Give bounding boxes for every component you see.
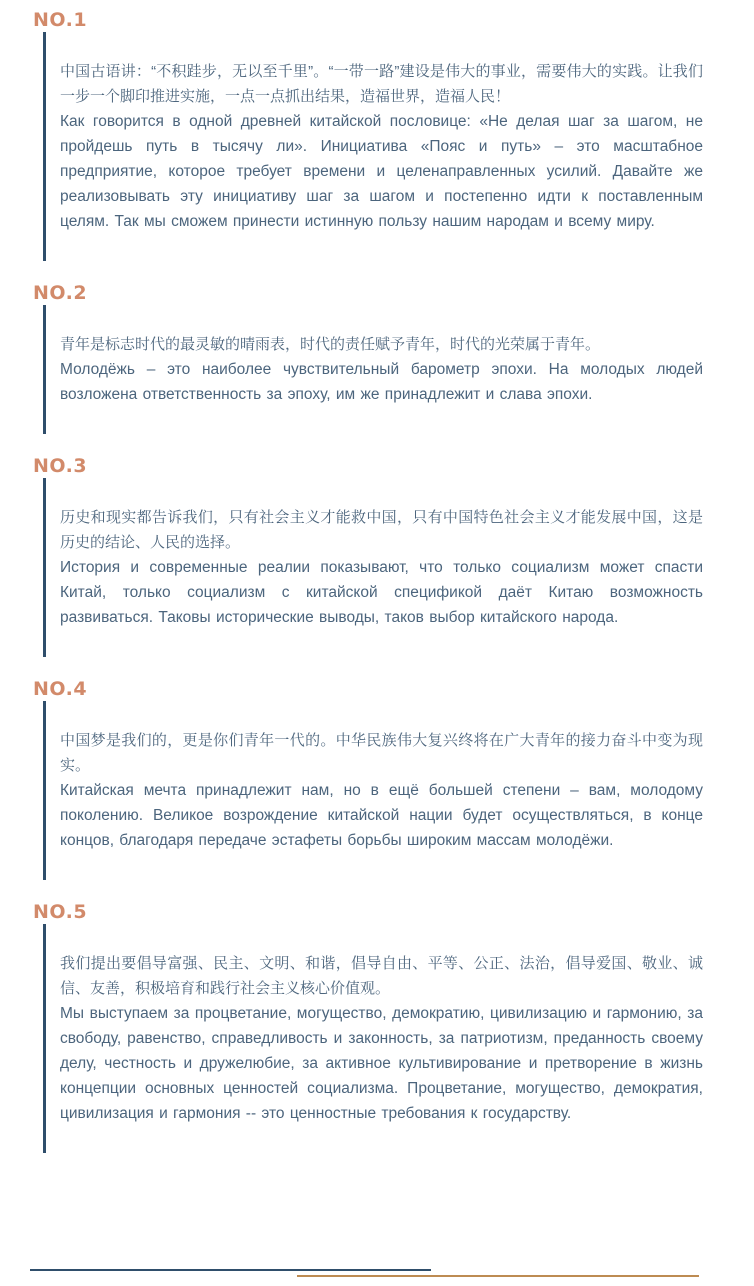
footer-navy-divider-line <box>30 1269 431 1271</box>
section-1-quote <box>43 32 703 261</box>
section-1-chinese-text: 中国古语讲：“不积跬步，无以至千里”。“一带一路”建设是伟大的事业，需要伟大的实践。让我们一步一个脚印推进实施，一点一点抓出结果，造福世界，造福人民！ <box>60 63 703 105</box>
section-4-russian-text: Китайская мечта принадлежит нам, но в ещё большей степени – вам, молодому поколению. Великое возрождение китайской нации будет осуществляться, в конце концов, благодаря передаче эстафеты борьбы широким массам молодёжи. <box>60 782 703 849</box>
footer-orange-divider-line <box>297 1275 699 1277</box>
section-1-heading: NO.1 <box>33 9 88 31</box>
section-4 <box>33 677 703 880</box>
section-2 <box>33 281 703 434</box>
section-5-chinese-text: 我们提出要倡导富强、民主、文明、和谐，倡导自由、平等、公正、法治，倡导爱国、敬业、诚信、友善，积极培育和践行社会主义核心价值观。 <box>60 955 703 997</box>
section-2-russian-text: Молодёжь – это наиболее чувствительный барометр эпохи. На молодых людей возложена ответственность за эпоху, им же принадлежит и слава эпохи. <box>60 361 703 403</box>
section-2-chinese-text: 青年是标志时代的最灵敏的晴雨表，时代的责任赋予青年，时代的光荣属于青年。 <box>60 336 601 353</box>
section-5 <box>33 900 703 1153</box>
section-4-chinese-text: 中国梦是我们的，更是你们青年一代的。中华民族伟大复兴终将在广大青年的接力奋斗中变为现实。 <box>60 732 703 774</box>
section-3-chinese-text: 历史和现实都告诉我们，只有社会主义才能救中国，只有中国特色社会主义才能发展中国，这是历史的结论、人民的选择。 <box>60 509 703 551</box>
section-1 <box>33 8 703 261</box>
section-1-russian-text: Как говорится в одной древней китайской пословице: «Не делая шаг за шагом, не пройдешь путь в тысячу ли». Инициатива «Пояс и путь» – это масштабное предприятие, которое требует времени и целенаправленных усилий. Давайте же реализовывать эту инициативу шаг за шагом и постепенно идти к поставленным целям. Так мы сможем принести истинную пользу нашим народам и всему миру. <box>60 113 703 230</box>
section-4-quote <box>43 701 703 880</box>
section-3-russian-text: История и современные реалии показывают, что только социализм может спасти Китай, только социализм с китайской спецификой даёт Китаю возможность развиваться. Таковы исторические выводы, таков выбор китайского народа. <box>60 559 703 626</box>
section-5-heading: NO.5 <box>33 901 88 923</box>
section-3-heading: NO.3 <box>33 455 88 477</box>
section-3-quote <box>43 478 703 657</box>
document-body <box>33 8 703 1153</box>
section-2-quote <box>43 305 703 434</box>
section-2-heading: NO.2 <box>33 282 88 304</box>
section-5-quote <box>43 924 703 1153</box>
section-3 <box>33 454 703 657</box>
section-5-russian-text: Мы выступаем за процветание, могущество, демократию, цивилизацию и гармонию, за свободу, равенство, справедливость и законность, за патриотизм, преданность своему делу, честность и дружелюбие, за активное культивирование и претворение в жизнь концепции основных ценностей социализма. Процветание, могущество, демократия, цивилизация и гармония -- это ценностные требования к государству. <box>60 1005 703 1122</box>
section-4-heading: NO.4 <box>33 678 88 700</box>
